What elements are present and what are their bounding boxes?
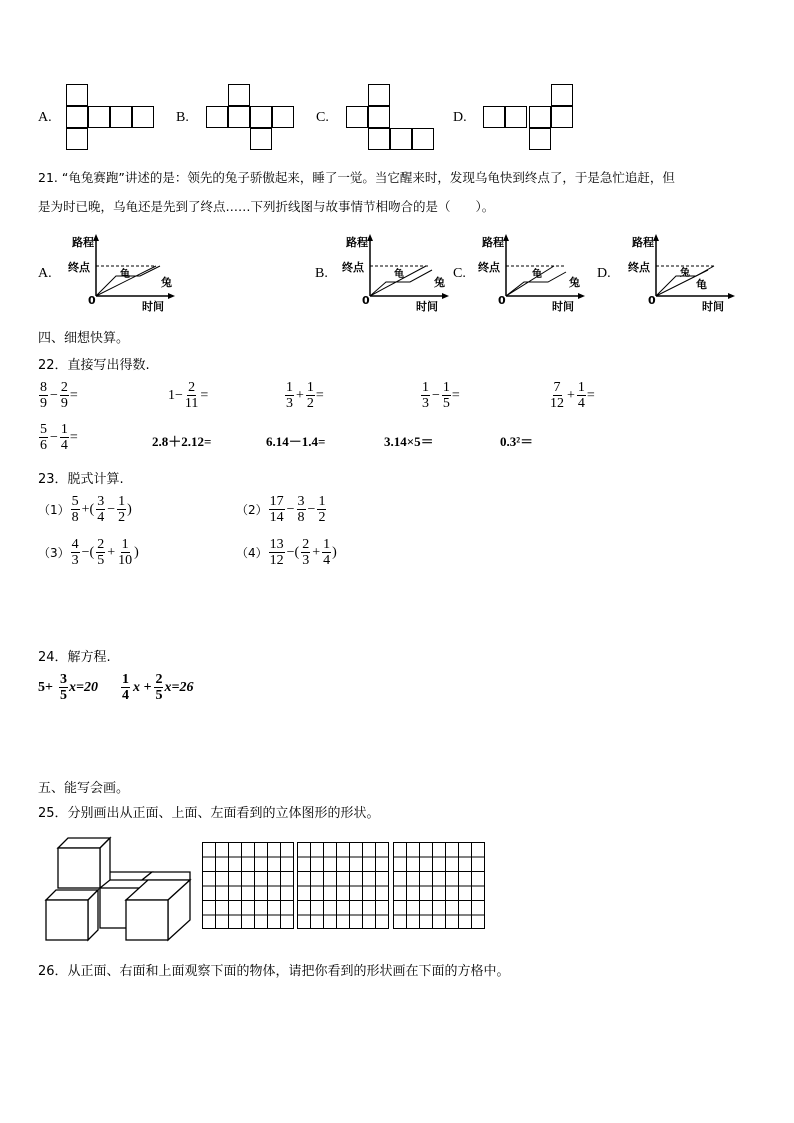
q24-equation-2: $\frac{1}{4}$ x + $\frac{2}{5}$ x=26 [122,672,194,703]
graph-b-xlabel: 时间 [416,300,438,313]
q24-equation-1: 5+ $\frac{3}{5}$ x=20 [38,672,98,703]
q20-option-a: A. [38,110,52,125]
graph-b-finish: 终点 [342,261,364,274]
q21-text-line1: 21. “龟兔赛跑”讲述的是：领先的兔子骄傲起来，睡了一觉。当它醒来时，发现乌龟快到终点了，于是急忙追赶，但 [38,170,675,185]
q22-expr-3: $\frac{1}{3}$ + $\frac{1}{2}$ = [286,380,324,411]
graph-d-origin: 0 [648,294,656,307]
graph-b-tortoise: 龟 [394,269,404,280]
q22-expr-6: $\frac{5}{6}$ − $\frac{1}{4}$ = [40,422,78,453]
graph-d-rabbit: 兔 [680,268,690,279]
graph-d-ylabel: 路程 [632,236,654,249]
graph-c [474,232,586,312]
graph-d-tortoise: 龟 [696,278,707,291]
graph-c-ylabel: 路程 [482,236,504,249]
q24-title: 24．解方程. [38,650,111,665]
graph-b [338,232,450,312]
q21-option-b: B. [315,266,328,281]
q22-expr-10: 0.3²＝ [500,434,534,449]
graph-d-finish: 终点 [628,261,650,274]
graph-b-rabbit: 兔 [434,276,445,289]
q22-expr-1: $\frac{8}{9}$ − $\frac{2}{9}$ = [40,380,78,411]
q22-expr-7: 2.8＋2.12= [152,434,212,449]
q21-number: 21. [38,170,58,185]
q25-title: 25．分别画出从正面、上面、左面看到的立体图形的形状。 [38,806,380,821]
graph-a-origin: 0 [88,294,96,307]
graph-a-xlabel: 时间 [142,300,164,313]
q23-problem-3: （3） $\frac{4}{3}$ −( $\frac{2}{5}$ + $\frac{1}{10}$ ) [38,537,139,568]
graph-b-ylabel: 路程 [346,236,368,249]
q23-problem-4: （4） $\frac{13}{12}$ −( $\frac{2}{3}$ + $\frac{1}{4}$ ) [236,537,337,568]
q21-option-c: C. [453,266,466,281]
q20-option-c: C. [316,110,329,125]
graph-c-rabbit: 兔 [569,276,580,289]
q21-option-d: D. [597,266,611,281]
graph-c-xlabel: 时间 [552,300,574,313]
q21-text-line2: 是为时已晚，乌龟还是先到了终点……下列折线图与故事情节相吻合的是（ ）。 [38,199,495,214]
graph-c-finish: 终点 [478,261,500,274]
cube-figure [42,836,194,946]
graph-d-xlabel: 时间 [702,300,724,313]
graph-a-rabbit: 兔 [161,276,172,289]
graph-a [64,232,176,312]
q23-title: 23．脱式计算. [38,472,124,487]
q20-option-b: B. [176,110,189,125]
q22-expr-4: $\frac{1}{3}$ − $\frac{1}{5}$ = [422,380,460,411]
graph-c-origin: 0 [498,294,506,307]
drawing-grid-left[interactable] [393,842,485,929]
q20-option-d: D. [453,110,467,125]
q21-option-a: A. [38,266,52,281]
q23-problem-1: （1） $\frac{5}{8}$ +( $\frac{3}{4}$ − $\frac{1}{2}$ ) [38,494,132,525]
q22-expr-8: 6.14－1.4= [266,434,326,449]
q22-title: 22．直接写出得数. [38,358,150,373]
q26-title: 26．从正面、右面和上面观察下面的物体，请把你看到的形状画在下面的方格中。 [38,964,510,979]
q22-expr-9: 3.14×5＝ [384,434,434,449]
q22-expr-5: $\frac{7}{12}$ + $\frac{1}{4}$ = [550,380,595,411]
section5-heading: 五、能写会画。 [38,781,130,796]
section4-heading: 四、细想快算。 [38,331,130,346]
drawing-grid-top[interactable] [297,842,389,929]
graph-a-tortoise: 龟 [120,269,130,280]
drawing-grid-front[interactable] [202,842,294,929]
graph-b-origin: 0 [362,294,370,307]
graph-a-ylabel: 路程 [72,236,94,249]
graph-c-tortoise: 龟 [532,269,542,280]
q22-expr-2: 1− $\frac{2}{11}$ = [168,380,209,411]
graph-d [624,232,736,312]
graph-a-finish: 终点 [68,261,90,274]
q23-problem-2: （2） $\frac{17}{14}$ − $\frac{3}{8}$ − $\frac{1}{2}$ [236,494,326,525]
